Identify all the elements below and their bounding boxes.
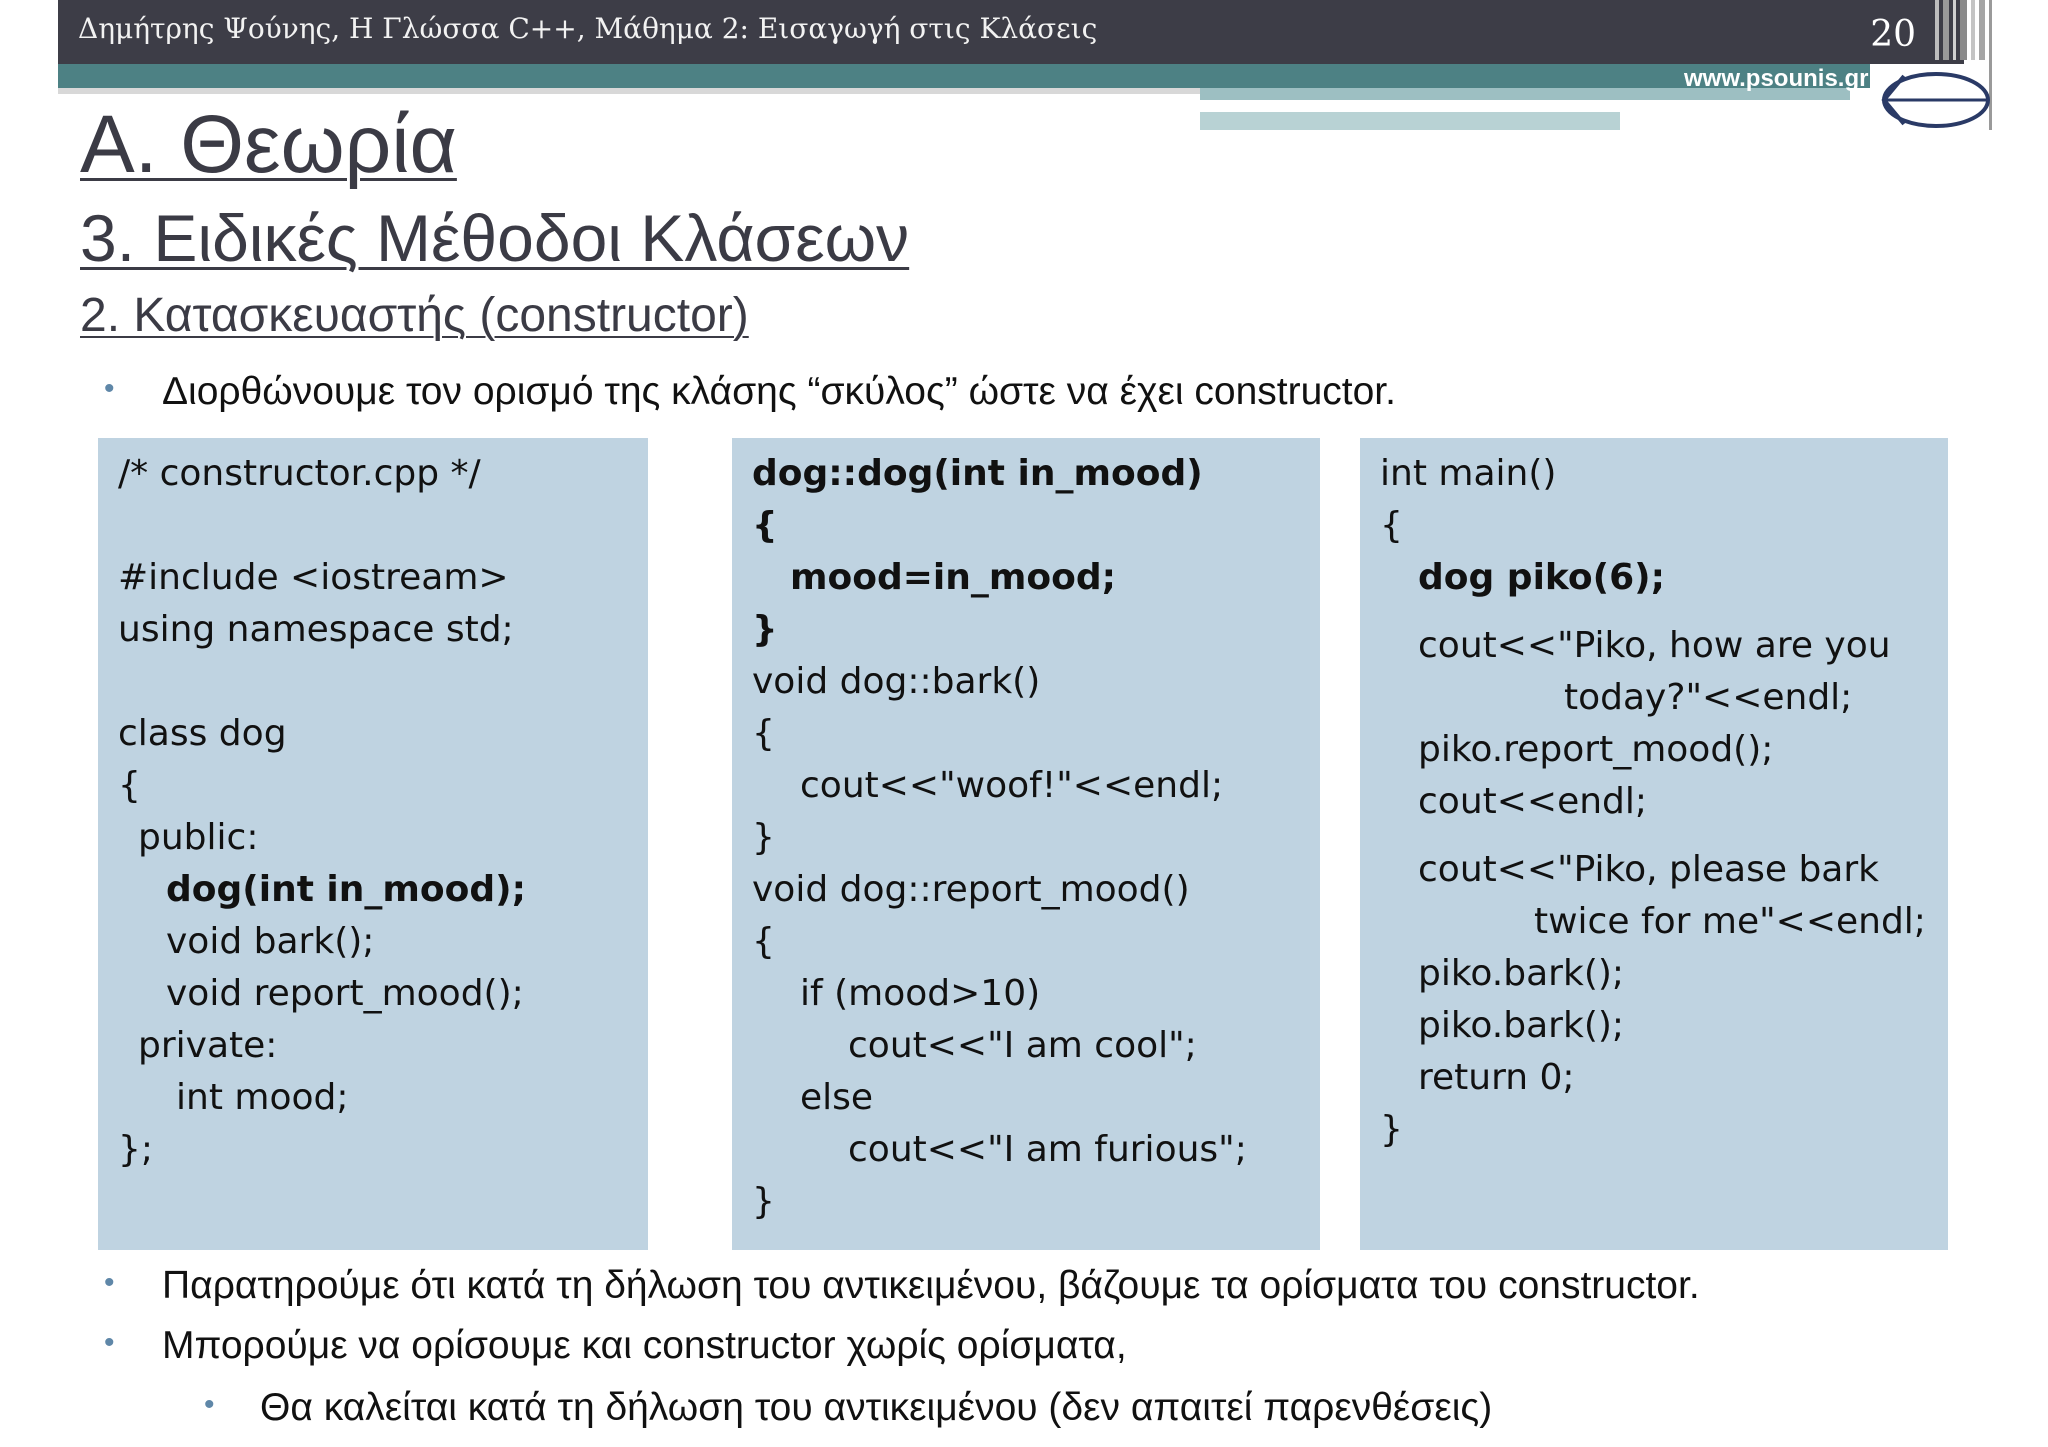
- code-line: {: [118, 765, 141, 806]
- code-line: };: [118, 1129, 154, 1170]
- code-panel-method-definitions: [732, 438, 1320, 1250]
- sub-bullet-note-text: Θα καλείται κατά τη δήλωση του αντικειμένου (δεν απαιτεί παρενθέσεις): [260, 1386, 1493, 1429]
- website-link[interactable]: www.psounis.gr: [1684, 65, 1869, 92]
- header-accent-strip-2: [1200, 112, 1620, 130]
- code-line: void report_mood();: [166, 973, 524, 1014]
- section-title: 3. Ειδικές Μέθοδοι Κλάσεων: [80, 201, 910, 275]
- header-divider: [58, 88, 1200, 94]
- bullet-dot-icon: •: [104, 1266, 115, 1299]
- code-line: if (mood>10): [800, 973, 1041, 1014]
- code-line: cout<<"I am furious";: [848, 1129, 1247, 1170]
- bullet-dot-icon: •: [104, 372, 115, 405]
- code-line: /* constructor.cpp */: [118, 453, 481, 494]
- course-title: Δημήτρης Ψούνης, Η Γλώσσα C++, Μάθημα 2: Εισαγωγή στις Κλάσεις: [78, 12, 1098, 45]
- code-line: {: [1380, 505, 1403, 546]
- code-line: int mood;: [176, 1077, 349, 1118]
- code-line: today?"<<endl;: [1564, 677, 1853, 718]
- code-line: return 0;: [1418, 1057, 1575, 1098]
- code-line: void dog::report_mood(): [752, 869, 1190, 910]
- code-line: public:: [138, 817, 259, 858]
- code-line: piko.report_mood();: [1418, 729, 1774, 770]
- sub-bullet-note: [204, 1386, 1493, 1430]
- code-line: piko.bark();: [1418, 1005, 1625, 1046]
- code-line: using namespace std;: [118, 609, 514, 650]
- code-line-constructor-decl: dog(int in_mood);: [166, 869, 526, 910]
- code-line: }: [1380, 1109, 1403, 1150]
- code-line: cout<<"I am cool";: [848, 1025, 1197, 1066]
- code-line: void dog::bark(): [752, 661, 1041, 702]
- code-line: #include <iostream>: [118, 557, 509, 598]
- code-line: else: [800, 1077, 874, 1118]
- bullet-note-arguments: [104, 1264, 1700, 1308]
- code-line: class dog: [118, 713, 287, 754]
- code-line: cout<<"Piko, how are you: [1418, 625, 1891, 666]
- code-panel-main-function: [1360, 438, 1948, 1250]
- bullet-note-default-constructor-text: Μπορούμε να ορίσουμε και constructor χωρίς ορίσματα,: [162, 1324, 1127, 1367]
- bullet-note-default-constructor: [104, 1324, 1127, 1368]
- code-line: piko.bark();: [1418, 953, 1625, 994]
- code-line: cout<<endl;: [1418, 781, 1648, 822]
- psounis-logo-icon: [1874, 66, 1994, 132]
- code-line: cout<<"Piko, please bark: [1418, 849, 1880, 890]
- code-line: twice for me"<<endl;: [1534, 901, 1926, 942]
- header-accent-bar: [58, 64, 1870, 88]
- code-line-constructor-def: dog::dog(int in_mood): [752, 453, 1203, 494]
- code-line: mood=in_mood;: [790, 557, 1117, 598]
- code-panel-class-definition: [98, 438, 648, 1250]
- page-title: Α. Θεωρία: [80, 99, 457, 190]
- code-line: }: [752, 817, 775, 858]
- code-line: cout<<"woof!"<<endl;: [800, 765, 1224, 806]
- bullet-intro-text: Διορθώνουμε τον ορισμό της κλάσης “σκύλος” ώστε να έχει constructor.: [162, 370, 1396, 413]
- subsection-title: 2. Κατασκευαστής (constructor): [80, 289, 749, 342]
- code-line: private:: [138, 1025, 278, 1066]
- bullet-intro: [104, 370, 1396, 414]
- bullet-note-arguments-text: Παρατηρούμε ότι κατά τη δήλωση του αντικειμένου, βάζουμε τα ορίσματα του constructor.: [162, 1264, 1700, 1307]
- bullet-dot-icon: •: [204, 1388, 215, 1421]
- code-line: int main(): [1380, 453, 1557, 494]
- code-line: {: [752, 921, 775, 962]
- bullet-dot-icon: •: [104, 1326, 115, 1359]
- code-line: {: [752, 505, 778, 546]
- code-line: void bark();: [166, 921, 375, 962]
- code-line-object-declaration: dog piko(6);: [1418, 557, 1665, 598]
- header-bar: [58, 0, 1964, 64]
- code-line: }: [752, 609, 778, 650]
- code-line: {: [752, 713, 775, 754]
- page-number: 20: [1870, 14, 1916, 55]
- code-line: }: [752, 1181, 775, 1222]
